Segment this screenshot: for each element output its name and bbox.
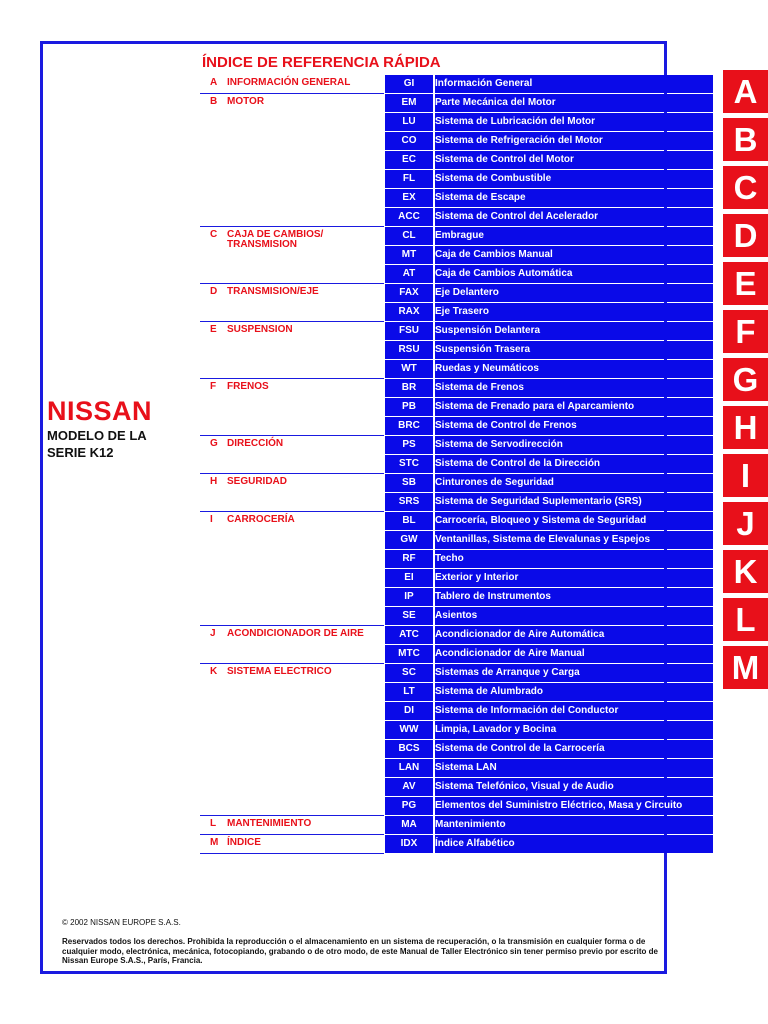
chapter-title-link[interactable]: Limpia, Lavador y Bocina <box>435 721 713 739</box>
chapter-title-link[interactable]: Acondicionador de Aire Manual <box>435 645 713 663</box>
chapter-code-link[interactable]: EX <box>385 189 433 207</box>
chapter-code-link[interactable]: MA <box>385 816 433 834</box>
section-label[interactable] <box>210 667 385 677</box>
chapter-code-link[interactable]: LU <box>385 113 433 131</box>
section-letter: J <box>210 628 216 639</box>
chapter-title-link[interactable]: Sistema de Seguridad Suplementario (SRS) <box>435 493 713 511</box>
section-label[interactable] <box>210 97 385 107</box>
index-row[interactable] <box>200 759 713 778</box>
section-label[interactable] <box>210 477 385 487</box>
chapter-code-link[interactable]: IP <box>385 588 433 606</box>
chapter-code-link[interactable]: PS <box>385 436 433 454</box>
chapter-code-link[interactable]: CL <box>385 227 433 245</box>
chapter-title-link[interactable]: Exterior y Interior <box>435 569 713 587</box>
section-letter: B <box>210 96 218 107</box>
chapter-code-link[interactable]: MTC <box>385 645 433 663</box>
section-tab-h[interactable]: H <box>723 406 768 449</box>
section-name: MANTENIMIENTO <box>227 818 312 829</box>
chapter-title-link[interactable]: Sistema de Frenos <box>435 379 713 397</box>
chapter-code-link[interactable]: DI <box>385 702 433 720</box>
index-row[interactable] <box>200 493 713 512</box>
section-name: MOTOR <box>227 96 265 107</box>
section-tab-a[interactable]: A <box>723 70 768 113</box>
section-tab-j[interactable]: J <box>723 502 768 545</box>
index-row[interactable] <box>200 683 713 702</box>
model-label <box>47 427 187 461</box>
chapter-code-link[interactable]: IDX <box>385 835 433 853</box>
index-row[interactable] <box>200 569 713 588</box>
chapter-title-link[interactable]: Sistema Telefónico, Visual y de Audio <box>435 778 713 796</box>
index-table <box>200 75 713 854</box>
chapter-code-link[interactable]: AV <box>385 778 433 796</box>
chapter-code-link[interactable]: BL <box>385 512 433 530</box>
chapter-code-link[interactable]: EC <box>385 151 433 169</box>
section-letter: E <box>210 324 217 335</box>
chapter-title-link[interactable]: Sistema de Combustible <box>435 170 713 188</box>
index-row[interactable] <box>200 645 713 664</box>
chapter-title-link[interactable]: Sistema de Control del Acelerador <box>435 208 713 226</box>
section-divider <box>200 853 384 854</box>
index-row[interactable] <box>200 265 713 284</box>
chapter-title-link[interactable]: Sistema de Escape <box>435 189 713 207</box>
chapter-title-link[interactable]: Sistemas de Arranque y Carga <box>435 664 713 682</box>
chapter-code-link[interactable]: AT <box>385 265 433 283</box>
index-row[interactable] <box>200 132 713 151</box>
chapter-code-link[interactable]: ATC <box>385 626 433 644</box>
chapter-title-link[interactable]: Eje Delantero <box>435 284 713 302</box>
chapter-code-link[interactable]: SRS <box>385 493 433 511</box>
index-row[interactable] <box>200 797 713 816</box>
index-row[interactable] <box>200 455 713 474</box>
section-name: ÍNDICE <box>227 837 261 848</box>
index-row[interactable] <box>200 341 713 360</box>
section-label[interactable] <box>210 819 385 829</box>
chapter-title-link[interactable]: Caja de Cambios Automática <box>435 265 713 283</box>
chapter-code-link[interactable]: GI <box>385 75 433 93</box>
section-tab-g[interactable]: G <box>723 358 768 401</box>
index-row[interactable] <box>200 379 713 398</box>
chapter-title-link[interactable]: Techo <box>435 550 713 568</box>
section-label[interactable] <box>210 515 385 525</box>
section-tab-b[interactable]: B <box>723 118 768 161</box>
model-line-2: SERIE K12 <box>47 445 114 460</box>
chapter-title-link[interactable]: Sistema de Control de la Carrocería <box>435 740 713 758</box>
chapter-code-link[interactable]: EI <box>385 569 433 587</box>
section-label[interactable] <box>210 838 385 848</box>
index-row[interactable] <box>200 284 713 303</box>
chapter-title-link[interactable]: Suspensión Delantera <box>435 322 713 340</box>
section-name: SUSPENSION <box>227 324 293 335</box>
chapter-title-link[interactable]: Sistema de Alumbrado <box>435 683 713 701</box>
index-row[interactable] <box>200 531 713 550</box>
chapter-title-link[interactable]: Ventanillas, Sistema de Elevalunas y Espejos <box>435 531 713 549</box>
chapter-code-link[interactable]: BR <box>385 379 433 397</box>
nissan-logo: NISSAN <box>47 396 153 426</box>
section-tab-d[interactable]: D <box>723 214 768 257</box>
chapter-code-link[interactable]: PG <box>385 797 433 815</box>
chapter-title-link[interactable]: Acondicionador de Aire Automática <box>435 626 713 644</box>
index-row[interactable] <box>200 322 713 341</box>
section-name: FRENOS <box>227 381 269 392</box>
section-tab-m[interactable]: M <box>723 646 768 689</box>
copyright-notice: © 2002 NISSAN EUROPE S.A.S. <box>62 918 181 927</box>
chapter-code-link[interactable]: PB <box>385 398 433 416</box>
index-row[interactable] <box>200 740 713 759</box>
index-row[interactable] <box>200 702 713 721</box>
chapter-title-link[interactable]: Carrocería, Bloqueo y Sistema de Seguridad <box>435 512 713 530</box>
section-name: CARROCERÍA <box>227 514 295 525</box>
index-row[interactable] <box>200 303 713 322</box>
section-label[interactable] <box>210 78 385 88</box>
chapter-code-link[interactable]: FSU <box>385 322 433 340</box>
section-letter: G <box>210 438 218 449</box>
chapter-code-link[interactable]: RSU <box>385 341 433 359</box>
chapter-code-link[interactable]: MT <box>385 246 433 264</box>
section-name: TRANSMISION/EJE <box>227 286 319 297</box>
index-row[interactable] <box>200 151 713 170</box>
section-label[interactable] <box>210 629 385 639</box>
chapter-code-link[interactable]: SB <box>385 474 433 492</box>
section-name: SEGURIDAD <box>227 476 288 487</box>
index-row[interactable] <box>200 436 713 455</box>
chapter-title-link[interactable]: Eje Trasero <box>435 303 713 321</box>
chapter-title-link[interactable]: Suspensión Trasera <box>435 341 713 359</box>
chapter-code-link[interactable]: BRC <box>385 417 433 435</box>
index-row[interactable] <box>200 189 713 208</box>
section-letter: K <box>210 666 218 677</box>
chapter-code-link[interactable]: EM <box>385 94 433 112</box>
section-name: DIRECCIÓN <box>227 438 284 449</box>
section-tab-k[interactable]: K <box>723 550 768 593</box>
index-row[interactable] <box>200 588 713 607</box>
chapter-code-link[interactable]: RAX <box>385 303 433 321</box>
section-tab-e[interactable]: E <box>723 262 768 305</box>
chapter-code-link[interactable]: STC <box>385 455 433 473</box>
chapter-code-link[interactable]: BCS <box>385 740 433 758</box>
section-label[interactable] <box>210 325 385 335</box>
section-letter: M <box>210 837 219 848</box>
chapter-title-link[interactable]: Elementos del Suministro Eléctrico, Masa y Circuito <box>435 797 713 815</box>
chapter-code-link[interactable]: CO <box>385 132 433 150</box>
chapter-title-link[interactable]: Sistema de Control del Motor <box>435 151 713 169</box>
chapter-title-link[interactable]: Sistema de Información del Conductor <box>435 702 713 720</box>
section-tab-f[interactable]: F <box>723 310 768 353</box>
index-row[interactable] <box>200 208 713 227</box>
chapter-code-link[interactable]: LAN <box>385 759 433 777</box>
index-row[interactable] <box>200 360 713 379</box>
index-row[interactable] <box>200 474 713 493</box>
section-tab-c[interactable]: C <box>723 166 768 209</box>
chapter-title-link[interactable]: Sistema de Control de Frenos <box>435 417 713 435</box>
chapter-code-link[interactable]: FAX <box>385 284 433 302</box>
page-title: ÍNDICE DE REFERENCIA RÁPIDA <box>202 54 441 71</box>
index-row[interactable] <box>200 246 713 265</box>
chapter-code-link[interactable]: SC <box>385 664 433 682</box>
index-row[interactable] <box>200 75 713 94</box>
chapter-title-link[interactable]: Asientos <box>435 607 713 625</box>
chapter-code-link[interactable]: WT <box>385 360 433 378</box>
chapter-title-link[interactable]: Embrague <box>435 227 713 245</box>
section-letter: I <box>210 514 213 525</box>
section-name: INFORMACIÓN GENERAL <box>227 77 351 88</box>
index-row[interactable] <box>200 94 713 113</box>
index-row[interactable] <box>200 113 713 132</box>
index-row[interactable] <box>200 170 713 189</box>
chapter-code-link[interactable]: RF <box>385 550 433 568</box>
chapter-code-link[interactable]: SE <box>385 607 433 625</box>
section-letter: C <box>210 229 218 240</box>
section-label[interactable] <box>210 439 385 449</box>
chapter-title-link[interactable]: Sistema LAN <box>435 759 713 777</box>
chapter-code-link[interactable]: WW <box>385 721 433 739</box>
index-row[interactable] <box>200 721 713 740</box>
index-row[interactable] <box>200 816 713 835</box>
index-row[interactable] <box>200 550 713 569</box>
index-row[interactable] <box>200 835 713 854</box>
index-row[interactable] <box>200 607 713 626</box>
section-letter: D <box>210 286 218 297</box>
index-row[interactable] <box>200 626 713 645</box>
section-label[interactable] <box>210 382 385 392</box>
section-letter: L <box>210 818 217 829</box>
section-tab-i[interactable]: I <box>723 454 768 497</box>
chapter-title-link[interactable]: Tablero de Instrumentos <box>435 588 713 606</box>
chapter-code-link[interactable]: ACC <box>385 208 433 226</box>
chapter-title-link[interactable]: Índice Alfabético <box>435 835 713 853</box>
model-line-1: MODELO DE LA <box>47 428 147 443</box>
chapter-title-link[interactable]: Sistema de Servodirección <box>435 436 713 454</box>
chapter-title-link[interactable]: Sistema de Frenado para el Aparcamiento <box>435 398 713 416</box>
chapter-title-link[interactable]: Mantenimiento <box>435 816 713 834</box>
section-letter: H <box>210 476 218 487</box>
chapter-title-link[interactable]: Parte Mecánica del Motor <box>435 94 713 112</box>
chapter-title-link[interactable]: Ruedas y Neumáticos <box>435 360 713 378</box>
chapter-title-link[interactable]: Sistema de Lubricación del Motor <box>435 113 713 131</box>
section-tab-l[interactable]: L <box>723 598 768 641</box>
index-row[interactable] <box>200 778 713 797</box>
index-row[interactable] <box>200 227 713 250</box>
section-name: SISTEMA ELECTRICO <box>227 666 332 677</box>
index-row[interactable] <box>200 664 713 683</box>
section-name: CAJA DE CAMBIOS/ TRANSMISION <box>227 229 324 250</box>
chapter-code-link[interactable]: GW <box>385 531 433 549</box>
section-letter: A <box>210 77 218 88</box>
chapter-code-link[interactable]: FL <box>385 170 433 188</box>
index-row[interactable] <box>200 398 713 417</box>
index-row[interactable] <box>200 417 713 436</box>
index-row[interactable] <box>200 512 713 531</box>
chapter-title-link[interactable]: Sistema de Refrigeración del Motor <box>435 132 713 150</box>
section-label[interactable] <box>210 287 385 297</box>
section-letter: F <box>210 381 217 392</box>
chapter-title-link[interactable]: Sistema de Control de la Dirección <box>435 455 713 473</box>
rights-notice: Reservados todos los derechos. Prohibida la reproducción o el almacenamiento en un sistema de recuperación, o la transmisión en cualquier forma o de cualquier modo, electrónica, mecánica, fotocopiando, grabando o de otro modo, de este Manual de Taller Electrónico sin tener permiso previo por escrito de Nissan Europe S.A.S., París, Francia. <box>62 937 658 965</box>
chapter-title-link[interactable]: Caja de Cambios Manual <box>435 246 713 264</box>
chapter-title-link[interactable]: Cinturones de Seguridad <box>435 474 713 492</box>
chapter-code-link[interactable]: LT <box>385 683 433 701</box>
chapter-title-link[interactable]: Información General <box>435 75 713 93</box>
section-name: ACONDICIONADOR DE AIRE <box>227 628 364 639</box>
